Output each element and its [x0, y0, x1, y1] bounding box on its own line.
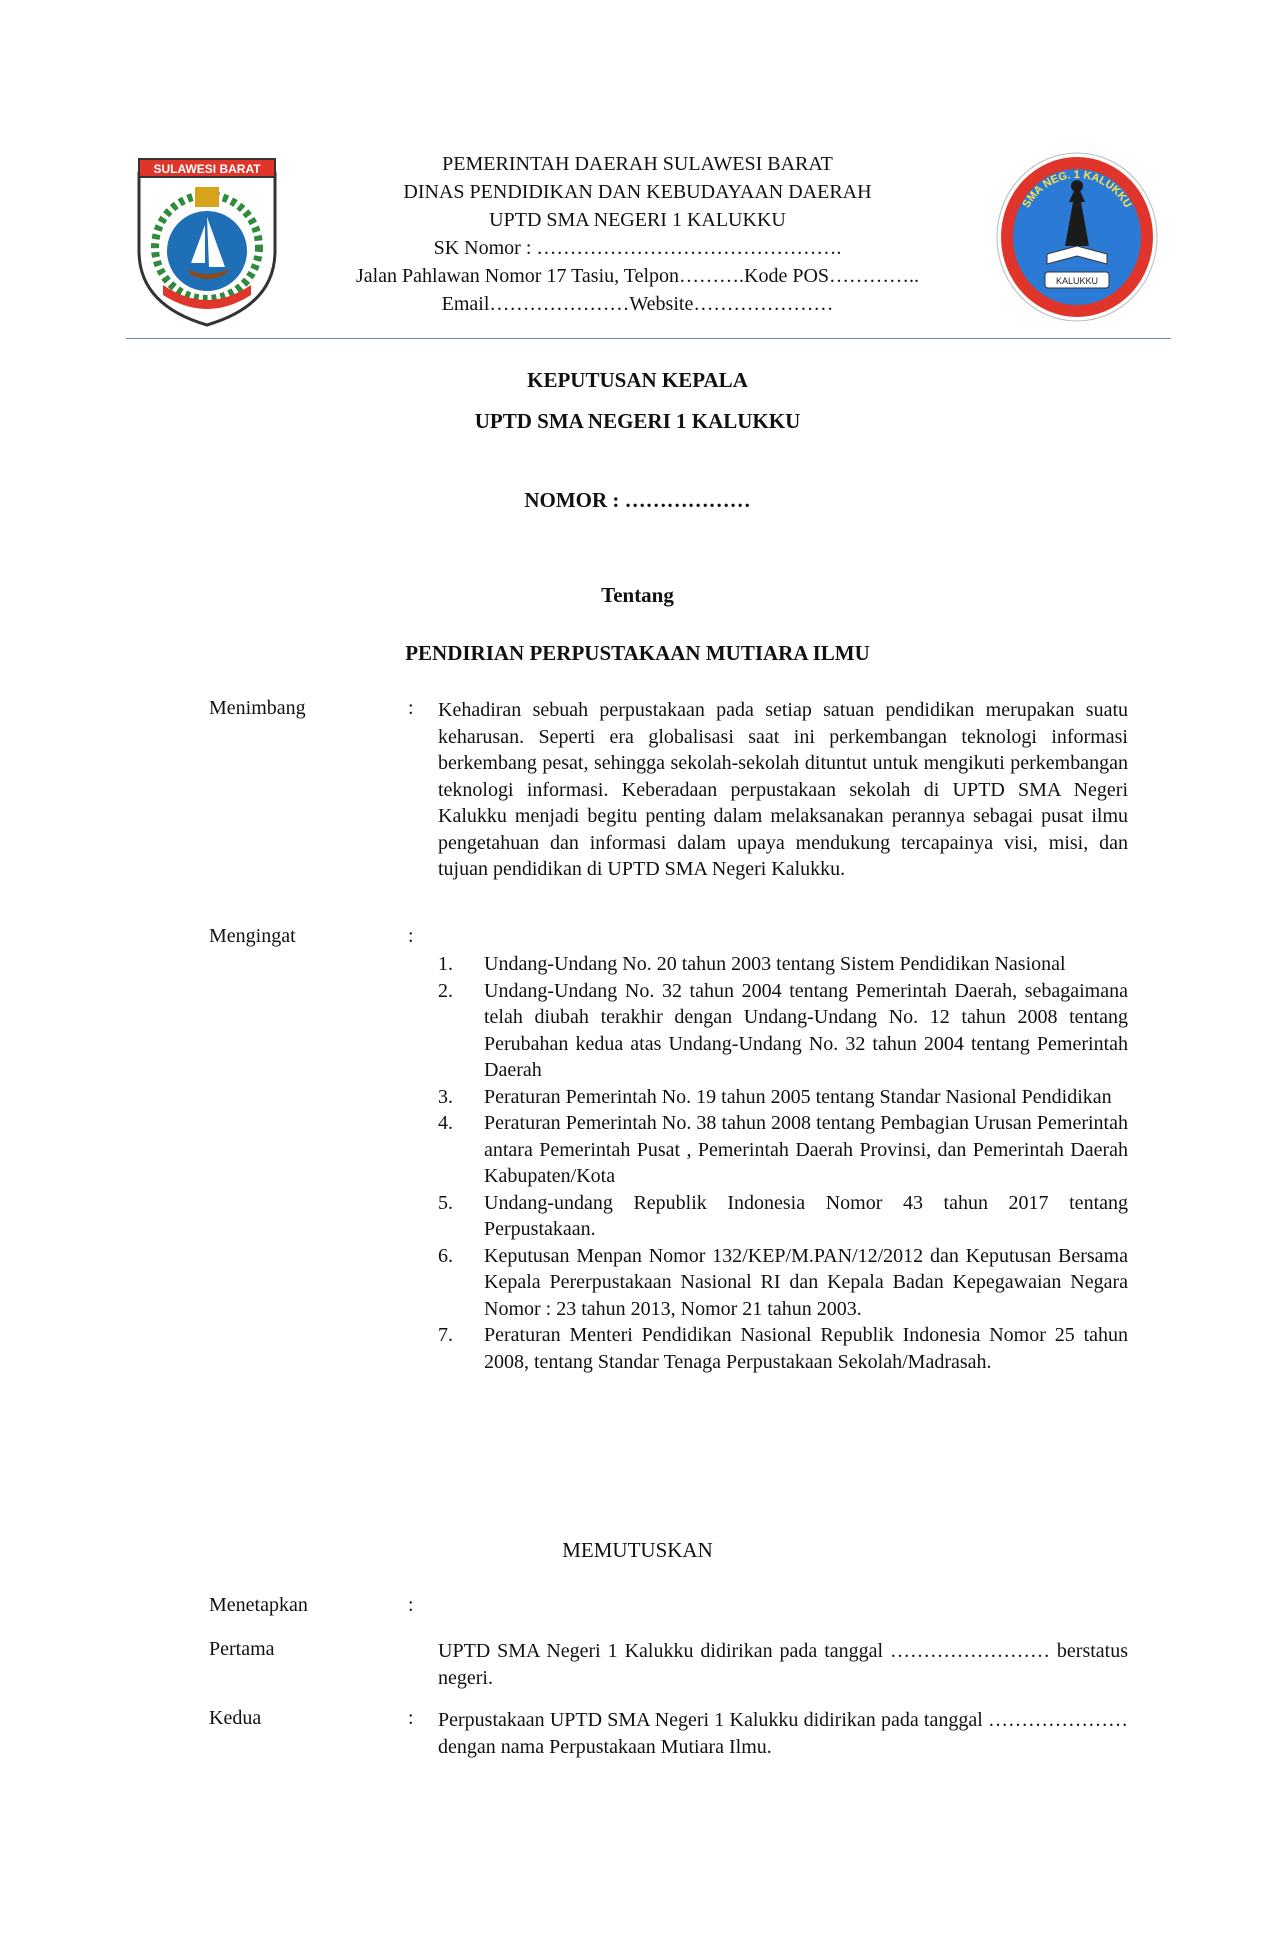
sulawesi-barat-emblem	[133, 155, 281, 327]
pertama-text: UPTD SMA Negeri 1 Kalukku didirikan pada tanggal …………………… berstatus negeri.	[438, 1640, 1128, 1689]
menetapkan-colon: :	[408, 1594, 414, 1616]
tentang: Tentang	[601, 583, 674, 607]
subject-title: PENDIRIAN PERPUSTAKAAN MUTIARA ILMU	[405, 641, 870, 665]
memutuskan-heading: MEMUTUSKAN	[562, 1538, 713, 1562]
list-item: 5. Undang-undang Republik Indonesia Nomor 43 tahun 2017 tentang Perpustakaan.	[438, 1191, 1128, 1240]
mengingat-list	[438, 951, 1128, 1375]
title-line-2: UPTD SMA NEGERI 1 KALUKKU	[474, 409, 801, 433]
kedua-colon: :	[408, 1707, 414, 1729]
kedua-label: Kedua	[209, 1707, 262, 1729]
pertama-label: Pertama	[209, 1638, 275, 1660]
nomor: NOMOR : ………………	[524, 488, 751, 512]
list-item: 6. Keputusan Menpan Nomor 132/KEP/M.PAN/12/2012 dan Keputusan Bersama Kepala Pererpustakaan Nasional RI dan Kepala Badan Kepegawaian Negara Nomor : 23 tahun 2013, Nomor 21 tahun 2003.	[438, 1244, 1128, 1320]
menimbang-text: Kehadiran sebuah perpustakaan pada setiap satuan pendidikan merupakan suatu keharusan. Seperti era globalisasi saat ini perkembangan teknologi informasi berkembang pesat, sehingga sekolah-sekolah dituntut untuk mengikuti perkembangan teknologi informasi. Keberadaan perpustakaan sekolah di UPTD SMA Negeri Kalukku menjadi begitu penting dalam melaksanakan perannya sebagai pusat ilmu pengetahuan dan informasi dalam upaya mendukung tercapainya visi, misi, dan tujuan pendidikan di UPTD SMA Negeri Kalukku.	[438, 699, 1128, 880]
svg-text:KALUKKU: KALUKKU	[1055, 276, 1099, 286]
mengingat-colon: :	[408, 925, 414, 947]
kop-line-2: DINAS PENDIDIKAN DAN KEBUDAYAAN DAERAH	[403, 181, 872, 203]
list-item: 2. Undang-Undang No. 32 tahun 2004 tentang Pemerintah Daerah, sebagaimana telah diubah terakhir dengan Undang-Undang No. 12 tahun 2008 tentang Perubahan kedua atas Undang-Undang No. 32 tahun 2004 tentang Pemerintah Daerah	[438, 979, 1128, 1081]
list-item: 3. Peraturan Pemerintah No. 19 tahun 2005 tentang Standar Nasional Pendidikan	[438, 1085, 1112, 1108]
list-item: 7. Peraturan Menteri Pendidikan Nasional Republik Indonesia Nomor 25 tahun 2008, tentang Standar Tenaga Perpustakaan Sekolah/Madrasah.	[438, 1324, 1128, 1373]
menimbang-colon: :	[408, 697, 414, 719]
letterhead-rule	[126, 338, 1171, 339]
kedua-text: Perpustakaan UPTD SMA Negeri 1 Kalukku didirikan pada tanggal ………………… dengan nama Perpustakaan Mutiara Ilmu.	[438, 1709, 1128, 1758]
kop-contact: Email…………………Website…………………	[441, 293, 834, 315]
kop-line-1: PEMERINTAH DAERAH SULAWESI BARAT	[442, 153, 833, 175]
svg-text:SULAWESI BARAT: SULAWESI BARAT	[153, 162, 261, 176]
kop-line-3: UPTD SMA NEGERI 1 KALUKKU	[489, 209, 786, 231]
kop-sk-nomor: SK Nomor : ……………………………………….	[433, 237, 842, 259]
list-item: 4. Peraturan Pemerintah No. 38 tahun 2008 tentang Pembagian Urusan Pemerintah antara Pemerintah Pusat , Pemerintah Daerah Provinsi, dan Pemerintah Daerah Kabupaten/Kota	[438, 1112, 1128, 1187]
svg-text:SMA NEG. 1 KALUKKU: SMA NEG. 1 KALUKKU	[1020, 168, 1134, 211]
menetapkan-label: Menetapkan	[209, 1594, 308, 1616]
school-logo	[993, 150, 1161, 325]
kop-address: Jalan Pahlawan Nomor 17 Tasiu, Telpon……….Kode POS…………..	[355, 265, 920, 287]
mengingat-label: Mengingat	[209, 925, 296, 947]
list-item: 1. Undang-Undang No. 20 tahun 2003 tentang Sistem Pendidikan Nasional	[438, 953, 1066, 975]
menimbang-label: Menimbang	[209, 697, 306, 719]
title-line-1: KEPUTUSAN KEPALA	[527, 368, 748, 392]
